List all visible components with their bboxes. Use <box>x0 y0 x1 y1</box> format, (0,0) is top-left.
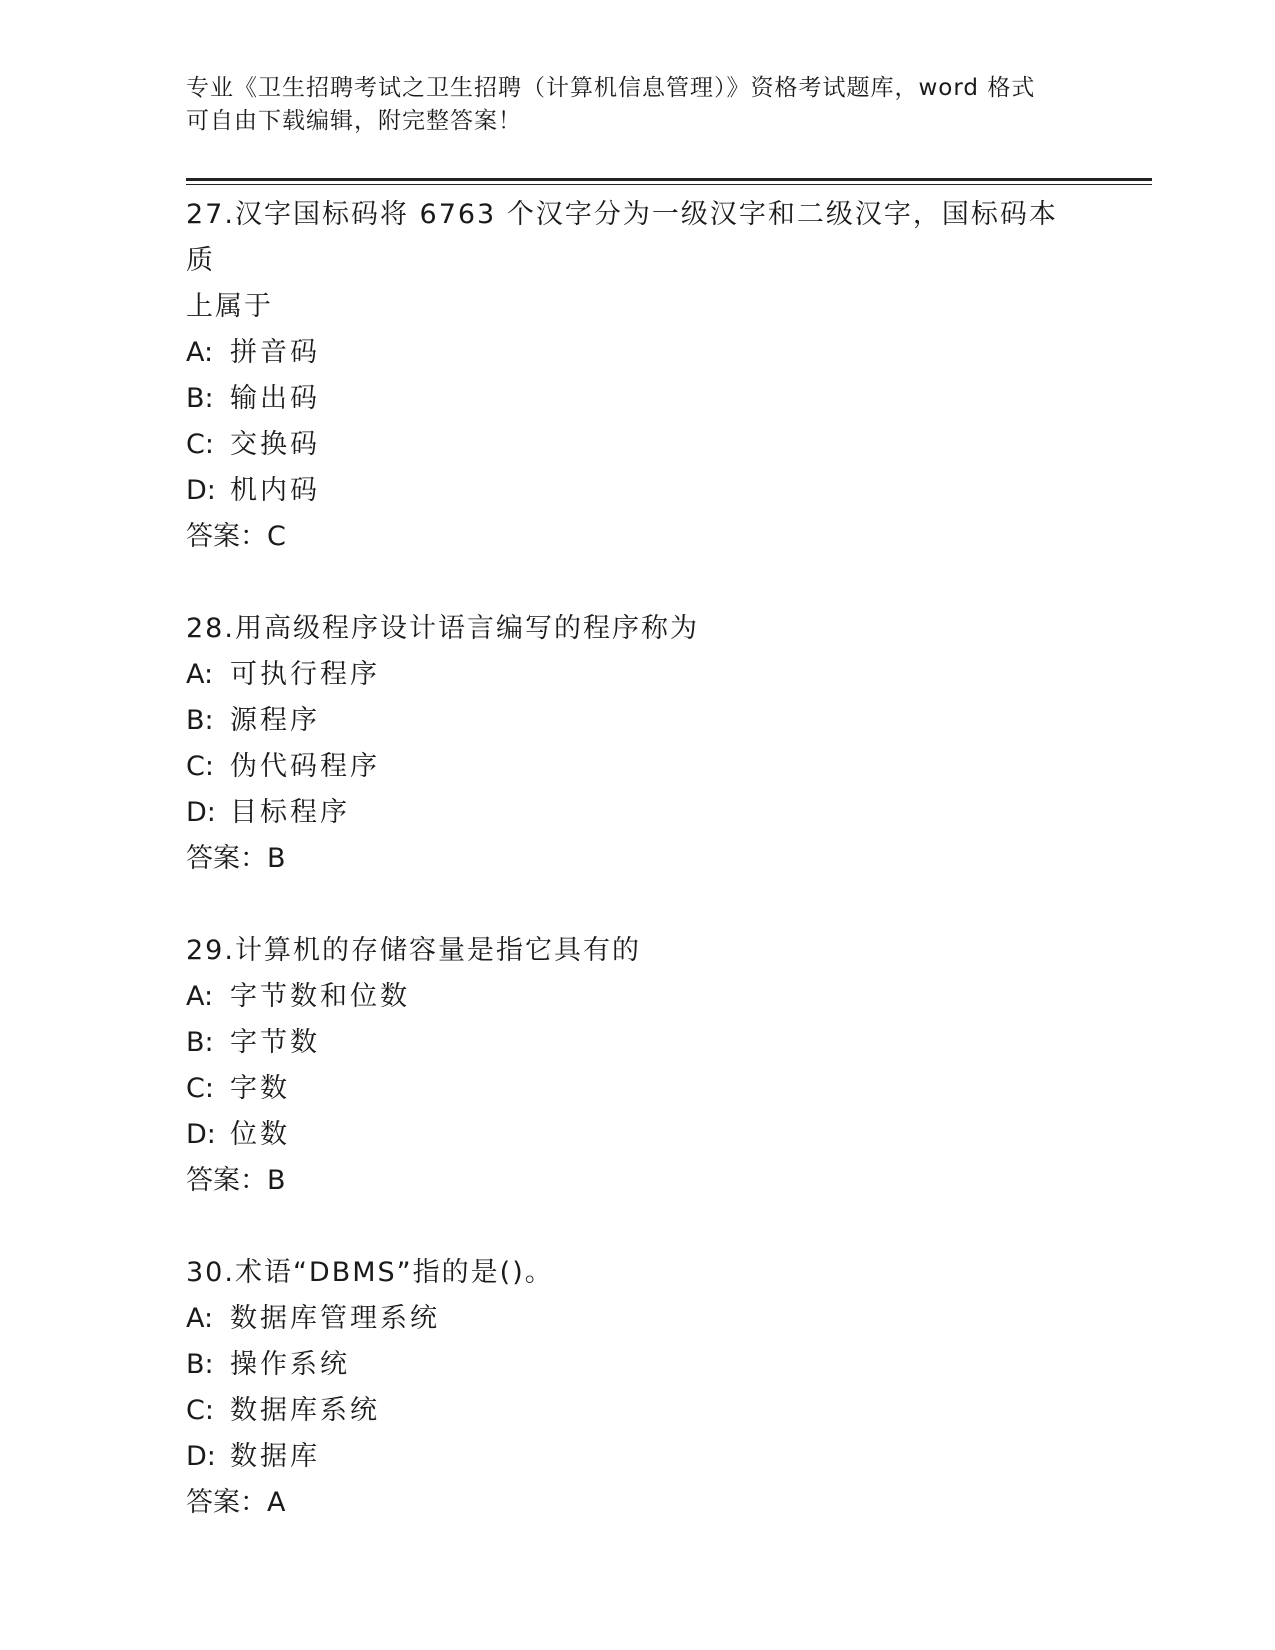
option-text: 机内码 <box>230 475 320 506</box>
option-c <box>186 744 1086 790</box>
option-c <box>186 422 1086 468</box>
question-29 <box>186 928 1086 1204</box>
option-text: 字节数和位数 <box>230 981 410 1012</box>
option-text: 操作系统 <box>230 1349 350 1380</box>
option-letter: D: <box>186 475 216 506</box>
option-b <box>186 376 1086 422</box>
document-header <box>186 72 1086 138</box>
option-text: 数据库系统 <box>230 1395 380 1426</box>
option-text: 目标程序 <box>230 797 350 828</box>
question-stem: 28.用高级程序设计语言编写的程序称为 <box>186 613 699 644</box>
question-30 <box>186 1250 1086 1526</box>
option-d <box>186 790 1086 836</box>
option-a <box>186 1296 1086 1342</box>
option-text: 可执行程序 <box>230 659 380 690</box>
option-b <box>186 1342 1086 1388</box>
option-text: 源程序 <box>230 705 320 736</box>
option-b <box>186 1020 1086 1066</box>
option-text: 字数 <box>230 1073 290 1104</box>
question-list <box>186 192 1086 1526</box>
header-line-1: 专业《卫生招聘考试之卫生招聘（计算机信息管理）》资格考试题库，word 格式 <box>186 75 1036 101</box>
question-27 <box>186 192 1086 560</box>
answer-line: 答案：A <box>186 1487 286 1518</box>
option-letter: A: <box>186 1303 214 1334</box>
option-letter: A: <box>186 337 214 368</box>
option-text: 交换码 <box>230 429 320 460</box>
question-spacer <box>186 560 1086 606</box>
option-letter: D: <box>186 1119 216 1150</box>
option-letter: B: <box>186 1349 214 1380</box>
option-text: 位数 <box>230 1119 290 1150</box>
header-divider-thin <box>186 184 1152 185</box>
option-letter: D: <box>186 797 216 828</box>
option-letter: B: <box>186 705 214 736</box>
option-b <box>186 698 1086 744</box>
header-line-2: 可自由下载编辑，附完整答案！ <box>186 108 522 134</box>
option-letter: D: <box>186 1441 216 1472</box>
option-letter: C: <box>186 751 214 782</box>
option-c <box>186 1388 1086 1434</box>
option-d <box>186 1112 1086 1158</box>
question-spacer <box>186 1204 1086 1250</box>
answer-line: 答案：B <box>186 843 286 874</box>
header-divider-thick <box>186 178 1152 181</box>
answer-line: 答案：B <box>186 1165 286 1196</box>
question-28 <box>186 606 1086 882</box>
option-d <box>186 1434 1086 1480</box>
option-letter: C: <box>186 1395 214 1426</box>
option-letter: A: <box>186 981 214 1012</box>
option-text: 拼音码 <box>230 337 320 368</box>
option-text: 字节数 <box>230 1027 320 1058</box>
question-spacer <box>186 882 1086 928</box>
question-stem: 30.术语“DBMS”指的是()。 <box>186 1257 554 1288</box>
question-stem: 27.汉字国标码将 6763 个汉字分为一级汉字和二级汉字，国标码本质 <box>186 199 1058 276</box>
option-letter: B: <box>186 383 214 414</box>
option-text: 输出码 <box>230 383 320 414</box>
option-c <box>186 1066 1086 1112</box>
option-text: 数据库 <box>230 1441 320 1472</box>
answer-line: 答案：C <box>186 521 286 552</box>
option-d <box>186 468 1086 514</box>
question-stem-continued: 上属于 <box>186 291 273 322</box>
option-text: 数据库管理系统 <box>230 1303 440 1334</box>
option-letter: A: <box>186 659 214 690</box>
option-letter: B: <box>186 1027 214 1058</box>
question-stem: 29.计算机的存储容量是指它具有的 <box>186 935 641 966</box>
option-letter: C: <box>186 1073 214 1104</box>
option-a <box>186 974 1086 1020</box>
option-a <box>186 652 1086 698</box>
option-text: 伪代码程序 <box>230 751 380 782</box>
option-a <box>186 330 1086 376</box>
option-letter: C: <box>186 429 214 460</box>
